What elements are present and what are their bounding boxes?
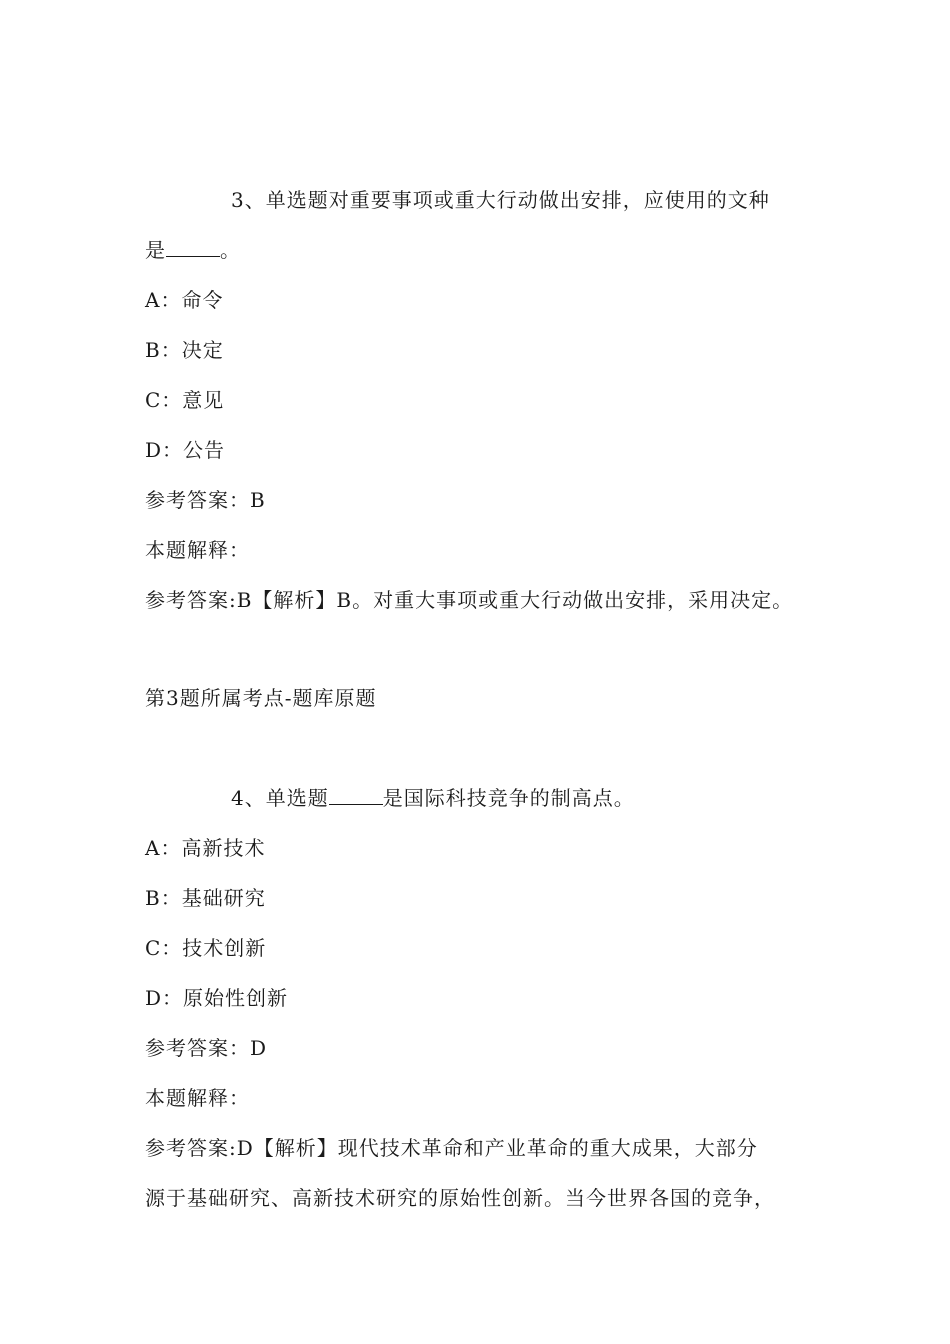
q3-stem-prefix: 是: [145, 238, 166, 262]
q3-option-c: C：意见: [145, 388, 225, 412]
q3-topic: 第3题所属考点-题库原题: [145, 686, 377, 710]
q3-option-d: D：公告: [145, 438, 226, 462]
q4-option-b: B：基础研究: [145, 886, 266, 910]
q4-option-c: C：技术创新: [145, 936, 267, 960]
q3-stem-line1: 3、单选题对重要事项或重大行动做出安排，应使用的文种: [231, 188, 770, 212]
q4-answer: 参考答案：D: [145, 1036, 268, 1060]
q3-explanation-label: 本题解释：: [145, 538, 250, 562]
q3-stem-suffix: 。: [220, 238, 241, 262]
q4-option-d: D：原始性创新: [145, 986, 289, 1010]
q4-option-a: A：高新技术: [145, 836, 266, 860]
q3-option-a: A：命令: [145, 288, 224, 312]
q4-stem-suffix: 是国际科技竞争的制高点。: [382, 786, 635, 810]
q4-explanation-line2: 源于基础研究、高新技术研究的原始性创新。当今世界各国的竞争，: [145, 1186, 775, 1210]
q4-answer-blank: [329, 784, 383, 805]
q4-stem-prefix: 4、单选题: [231, 786, 329, 810]
q4-explanation-label: 本题解释：: [145, 1086, 250, 1110]
q4-stem: [231, 784, 635, 812]
q3-stem-line2: [145, 236, 241, 264]
q4-explanation-line1: 参考答案:D【解析】现代技术革命和产业革命的重大成果，大部分: [145, 1136, 758, 1160]
q3-answer: 参考答案：B: [145, 488, 266, 512]
q3-explanation: 参考答案:B【解析】B。对重大事项或重大行动做出安排，采用决定。: [145, 588, 794, 612]
q3-option-b: B：决定: [145, 338, 224, 362]
q3-answer-blank: [166, 236, 220, 257]
